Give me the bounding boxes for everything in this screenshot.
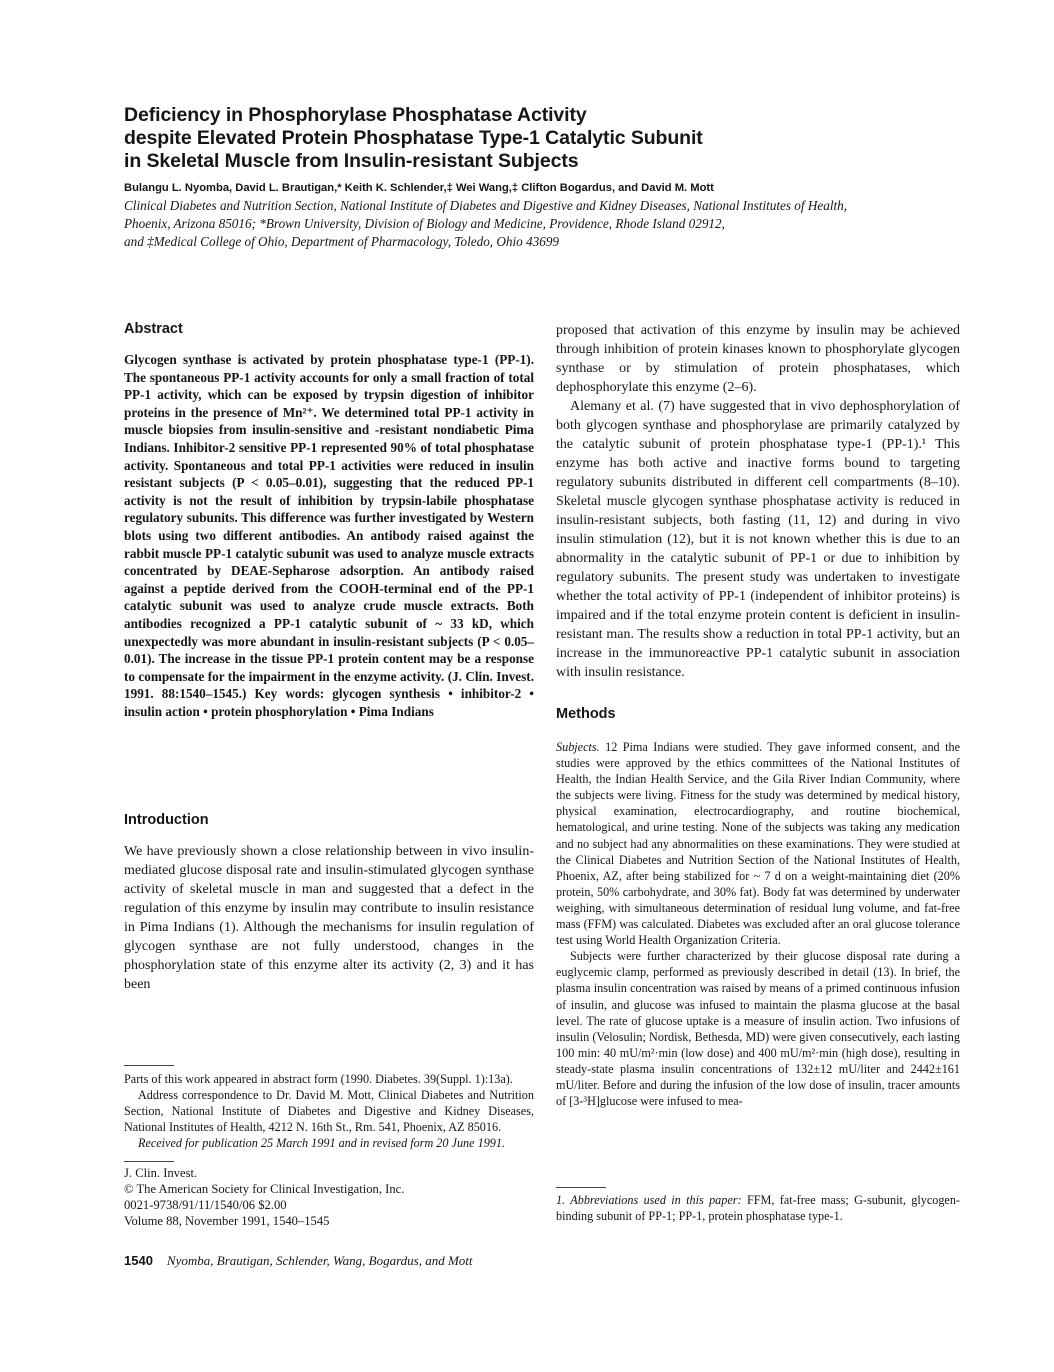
subjects-label: Subjects. [556,740,600,754]
copyright-line: © The American Society for Clinical Investigation, Inc. [124,1182,405,1196]
methods-clamp-paragraph: Subjects were further characterized by their glucose disposal rate during a euglycemic clamp, performed as previously described in detail (13). In brief, the plasma insulin concentration was raised by means of a primed continuous infusion of insulin, and glucose was infused to maintain the plasma glucose at the basal level. The rate of glucose uptake is a measure of insulin action. Two infusions of insulin (Velosulin; Nordisk, Bethesda, MD) were given consecutively, each lasting 100 min: 40 mU/m²·min (low dose) and 400 mU/m²·min (high dose), resulting in steady-state plasma insulin concentrations of 132±12 mU/liter and 2442±161 mU/liter. Before and during the infusion of the low dose of insulin, tracer amounts of [3-³H]glucose were infused to mea- [556,949,960,1109]
title-line-2: despite Elevated Protein Phosphatase Type-1 Catalytic Subunit [124,127,703,149]
abbreviation-footnote [556,1192,960,1224]
introduction-paragraph-1: We have previously shown a close relationship between in vivo insulin-mediated glucose disposal rate and insulin-stimulated glycogen synthase activity of skeletal muscle in man and suggested that a defect in the regulation of this enzyme by insulin may contribute to insulin resistance in Pima Indians (1). Although the mechanisms for insulin regulation of glycogen synthase are not fully understood, changes in the phosphorylation state of this enzyme alter its activity (2, 3) and it has been [124,844,534,992]
front-matter-notes [124,1071,534,1151]
introduction-paragraph-2: proposed that activation of this enzyme by insulin may be achieved through inhibition of protein kinases known to phosphorylate glycogen synthase or by stimulation of protein phosphatases, which dephosphorylate this enzyme (2–6). [556,323,960,395]
publication-info-divider [124,1161,174,1162]
title-line-3: in Skeletal Muscle from Insulin-resistant Subjects [124,150,579,172]
running-head: Nyomba, Brautigan, Schlender, Wang, Bogardus, and Mott [166,1253,473,1268]
affiliation-line-1: Clinical Diabetes and Nutrition Section, National Institute of Diabetes and Digestive and Kidney Diseases, National Institutes of Health, [124,198,848,213]
volume-line: Volume 88, November 1991, 1540–1545 [124,1214,330,1228]
received-note [124,1135,534,1151]
correspondence-note: Address correspondence to Dr. David M. Mott, Clinical Diabetes and Nutrition Section, National Institute of Diabetes and Digestive and Kidney Diseases, National Institutes of Health, 4212 N. 16th St., Rm. 541, Phoenix, AZ 85016. [124,1088,534,1134]
abstract-heading: Abstract [124,321,183,337]
page-number: 1540 [124,1253,153,1268]
introduction-continued [556,321,960,682]
article-title [124,104,924,173]
methods-section [556,706,960,1109]
affiliations [124,197,974,251]
abbreviation-footnote-text [556,1192,960,1224]
methods-heading: Methods [556,706,616,722]
publication-info-lines [124,1163,534,1229]
affiliation-line-3: and ‡Medical College of Ohio, Department of Pharmacology, Toledo, Ohio 43699 [124,234,560,249]
introduction-heading: Introduction [124,812,209,828]
introduction-section [124,812,534,994]
abstract-text: Glycogen synthase is activated by protein phosphatase type-1 (PP-1). The spontaneous PP-1 activity accounts for only a small fraction of total PP-1 activity, which can be exposed by trypsin digestion of inhibitor proteins in the presence of Mn²⁺. We determined total PP-1 activity in muscle biopsies from insulin-sensitive and -resistant nondiabetic Pima Indians. Inhibitor-2 sensitive PP-1 represented 90% of total phosphatase activity. Spontaneous and total PP-1 activities were reduced in insulin resistant subjects (P < 0.05–0.01), suggesting that the reduced PP-1 activity is not the result of inhibition by trypsin-labile phosphatase regulatory subunits. This difference was further investigated by Western blots using two different antibodies. An antibody raised against the rabbit muscle PP-1 catalytic subunit was used to analyze muscle extracts concentrated by DEAE-Sepharose adsorption. An antibody raised against a peptide derived from the COOH-terminal end of the PP-1 catalytic subunit was used to analyze crude muscle extracts. Both antibodies recognized a PP-1 catalytic subunit of ~ 33 kD, which unexpectedly was more abundant in insulin-resistant subjects (P < 0.05–0.01). The increase in the tissue PP-1 protein content may be a response to compensate for the impairment in the enzyme activity. (J. Clin. Invest. 1991. 88:1540–1545.) Key words: glycogen synthesis • inhibitor-2 • insulin action • protein phosphorylation • Pima Indians [124,352,534,719]
received-text: Received for publication 25 March 1991 and in revised form 20 June 1991. [138,1136,506,1150]
abstract-section [124,321,534,720]
abbreviation-footnote-divider [556,1187,606,1188]
title-line-1: Deficiency in Phosphorylase Phosphatase Activity [124,104,587,126]
publication-info [124,1163,534,1229]
methods-subjects-paragraph [556,739,960,948]
footnote-divider [124,1065,174,1066]
journal-abbrev: J. Clin. Invest. [124,1166,198,1180]
abbreviation-label: 1. Abbreviations used in this paper: [556,1193,742,1207]
affiliation-line-2: Phoenix, Arizona 85016; *Brown University, Division of Biology and Medicine, Providence, Rhode Island 02912, [124,216,725,231]
abbreviation-text: FFM, fat-free mass; G-subunit, glycogen-binding subunit of PP-1; PP-1, protein phosphatase type-1. [556,1193,960,1223]
introduction-paragraph-3: Alemany et al. (7) have suggested that in vivo dephosphorylation of both glycogen synthase and phosphorylase are primarily catalyzed by the catalytic subunit of protein phosphatase type-1 (PP-1).¹ This enzyme has both active and inactive forms bound to targeting regulatory subunits distributed in different cell compartments (8–10). Skeletal muscle glycogen synthase phosphatase activity is reduced in insulin-resistant subjects, both fasting (11, 12) and during in vivo insulin stimulation (12), but it is not known whether this is due to an abnormality in the catalytic subunit of PP-1 or due to inhibition by regulatory subunits. The present study was undertaken to investigate whether the total activity of PP-1 (independent of inhibitor proteins) is impaired and if the total enzyme protein content is deficient in insulin-resistant man. The results show a reduction in total PP-1 activity, but an increase in the immunoreactive PP-1 catalytic subunit in association with insulin resistance. [556,399,960,680]
subjects-text: 12 Pima Indians were studied. They gave informed consent, and the studies were approved by the ethics committees of the National Institutes of Health, the Indian Health Service, and the Gila River Indian Community, where the subjects were living. Fitness for the study was determined by medical history, physical examination, electrocardiography, and routine biochemical, hematological, and urine testing. None of the subjects was taking any medication and no subject had any abnormalities on these examinations. They were studied at the Clinical Diabetes and Nutrition Section of the National Institutes of Health, Phoenix, AZ, after being stabilized for ~ 7 d on a weight-maintaining diet (20% protein, 50% carbohydrate, and 30% fat). Body fat was determined by underwater weighing, with simultaneous determination of residual lung volume, and fat-free mass (FFM) was calculated. Diabetes was excluded after an oral glucose tolerance test using World Health Organization Criteria. [556,740,960,948]
author-list: Bulangu L. Nyomba, David L. Brautigan,* Keith K. Schlender,‡ Wei Wang,‡ Clifton Bogardus, and David M. Mott [124,182,714,194]
page-footer [124,1253,473,1269]
issn-line: 0021-9738/91/11/1540/06 $2.00 [124,1198,287,1212]
abstract-form-note: Parts of this work appeared in abstract form (1990. Diabetes. 39(Suppl. 1):13a). [124,1072,513,1086]
